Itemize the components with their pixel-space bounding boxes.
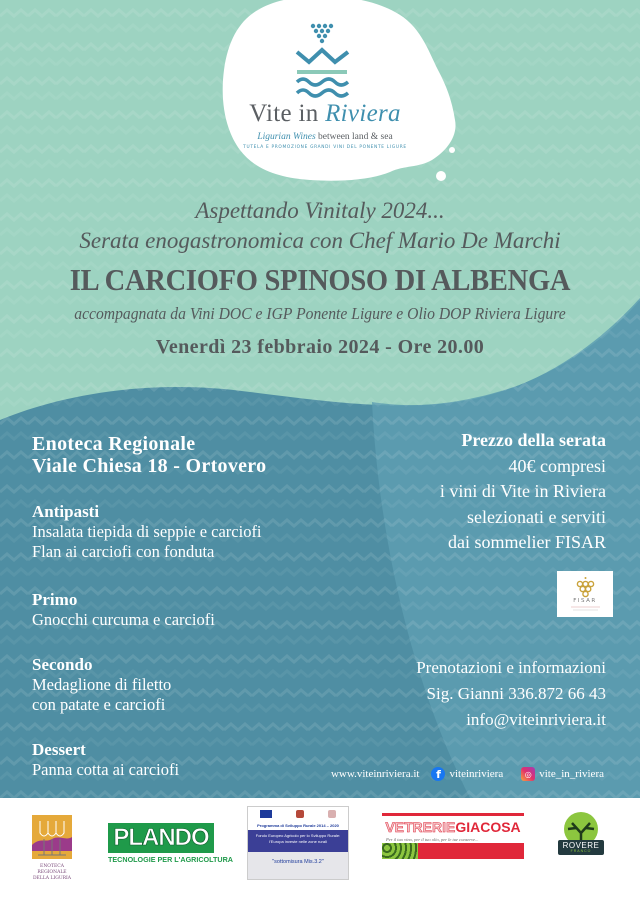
facebook-icon[interactable]: f xyxy=(431,767,445,781)
event-date: Venerdì 23 febbraio 2024 - Ore 20.00 xyxy=(155,336,485,358)
price-title: Prezzo della serata xyxy=(461,430,606,450)
menu-item: Panna cotta ai carciofi xyxy=(32,760,180,779)
website-link[interactable]: www.viteinriviera.it xyxy=(330,768,420,780)
menu-item: Insalata tiepida di seppie e carciofi xyxy=(32,522,262,541)
price-line: 40€ compresi xyxy=(508,455,606,476)
sponsor-rovere xyxy=(554,811,608,857)
enoteca-label: ENOTECA REGIONALE DELLA LIGURIA xyxy=(32,864,72,881)
grape-wave-icon xyxy=(295,22,355,100)
price-line: selezionati e serviti xyxy=(467,506,606,527)
psr-flags xyxy=(248,807,348,821)
menu-category: Secondo xyxy=(32,655,93,674)
rovere-sub: FRANCO xyxy=(570,849,592,853)
menu-category: Dessert xyxy=(32,740,86,759)
sponsor-footer xyxy=(0,798,640,905)
italy-emblem-icon xyxy=(296,810,304,818)
fisar-grape-icon xyxy=(557,571,613,617)
giacosa-slogan: Per il tuo vino, per il tuo olio, per le tue conserve... xyxy=(386,837,479,842)
sponsor-plando xyxy=(108,823,233,867)
contact-phone[interactable]: Sig. Gianni 336.872 66 43 xyxy=(426,684,606,703)
menu-section-dessert xyxy=(32,740,179,780)
wine-glasses-icon xyxy=(30,815,74,859)
brand-subtitle: TUTELA E PROMOZIONE GRANDI VINI DEL PONENTE LIGURE xyxy=(243,145,407,150)
instagram-handle[interactable]: vite_in_riviera xyxy=(539,768,604,780)
price-line: i vini di Vite in Riviera xyxy=(439,481,606,501)
menu-item: con patate e carciofi xyxy=(32,695,166,714)
menu-section-antipasti xyxy=(32,502,262,562)
fisar-logo xyxy=(557,571,613,617)
instagram-icon[interactable]: ◎ xyxy=(521,767,535,781)
menu-category: Antipasti xyxy=(32,502,100,521)
menu-item: Medaglione di filetto xyxy=(32,675,172,694)
bottles-image xyxy=(382,843,418,859)
contact-email[interactable]: info@viteinriviera.it xyxy=(466,710,606,729)
event-title: IL CARCIOFO SPINOSO DI ALBENGA xyxy=(69,262,571,297)
menu-item: Gnocchi curcuma e carciofi xyxy=(32,610,215,629)
event-subtitle: accompagnata da Vini DOC e IGP Ponente Ligure e Olio DOP Riviera Ligure xyxy=(74,304,566,323)
liguria-emblem-icon xyxy=(328,810,336,818)
giacosa-name: VETRERIEGIACOSA xyxy=(385,819,521,835)
event-teaser: Aspettando Vinitaly 2024... xyxy=(195,198,445,223)
price-line: dai sommelier FISAR xyxy=(448,532,606,552)
sponsor-psr xyxy=(247,806,349,880)
contact-block xyxy=(416,655,606,733)
psr-band: Fondo Europeo Agricolo per lo Sviluppo Rurale: l'Europa investe nelle zone rurali xyxy=(248,830,348,852)
eu-flag-icon xyxy=(260,810,272,818)
menu-section-secondo xyxy=(32,655,171,715)
psr-title: Programma di Sviluppo Rurale 2014 – 2020 xyxy=(248,821,348,830)
fisar-label: FISAR xyxy=(573,598,597,604)
plando-name: PLANDO xyxy=(108,823,214,853)
venue-address: Viale Chiesa 18 - Ortovero xyxy=(32,455,267,477)
menu-section-primo xyxy=(32,590,215,630)
venue-name: Enoteca Regionale xyxy=(32,433,196,455)
sponsor-enoteca-regionale xyxy=(30,815,74,881)
rovere-name: ROVERE xyxy=(562,841,600,850)
menu-item: Flan ai carciofi con fonduta xyxy=(32,542,215,561)
sponsor-vetrerie-giacosa xyxy=(382,813,524,863)
contact-title: Prenotazioni e informazioni xyxy=(416,658,606,677)
facebook-handle[interactable]: viteinriviera xyxy=(449,768,504,780)
plando-tagline: TECNOLOGIE PER L'AGRICOLTURA xyxy=(108,855,233,864)
social-links xyxy=(331,767,604,781)
price-block xyxy=(440,428,606,556)
venue-block xyxy=(32,433,266,477)
vite-in-riviera-logo xyxy=(220,8,430,158)
event-description: Serata enogastronomica con Chef Mario De Marchi xyxy=(79,228,561,253)
brand-tagline: Ligurian Wines between land & sea xyxy=(257,132,393,142)
psr-measure: "sottomisura Mis.3.2" xyxy=(272,859,324,865)
brand-name: Vite in Riviera xyxy=(249,100,401,127)
menu-category: Primo xyxy=(32,590,78,609)
